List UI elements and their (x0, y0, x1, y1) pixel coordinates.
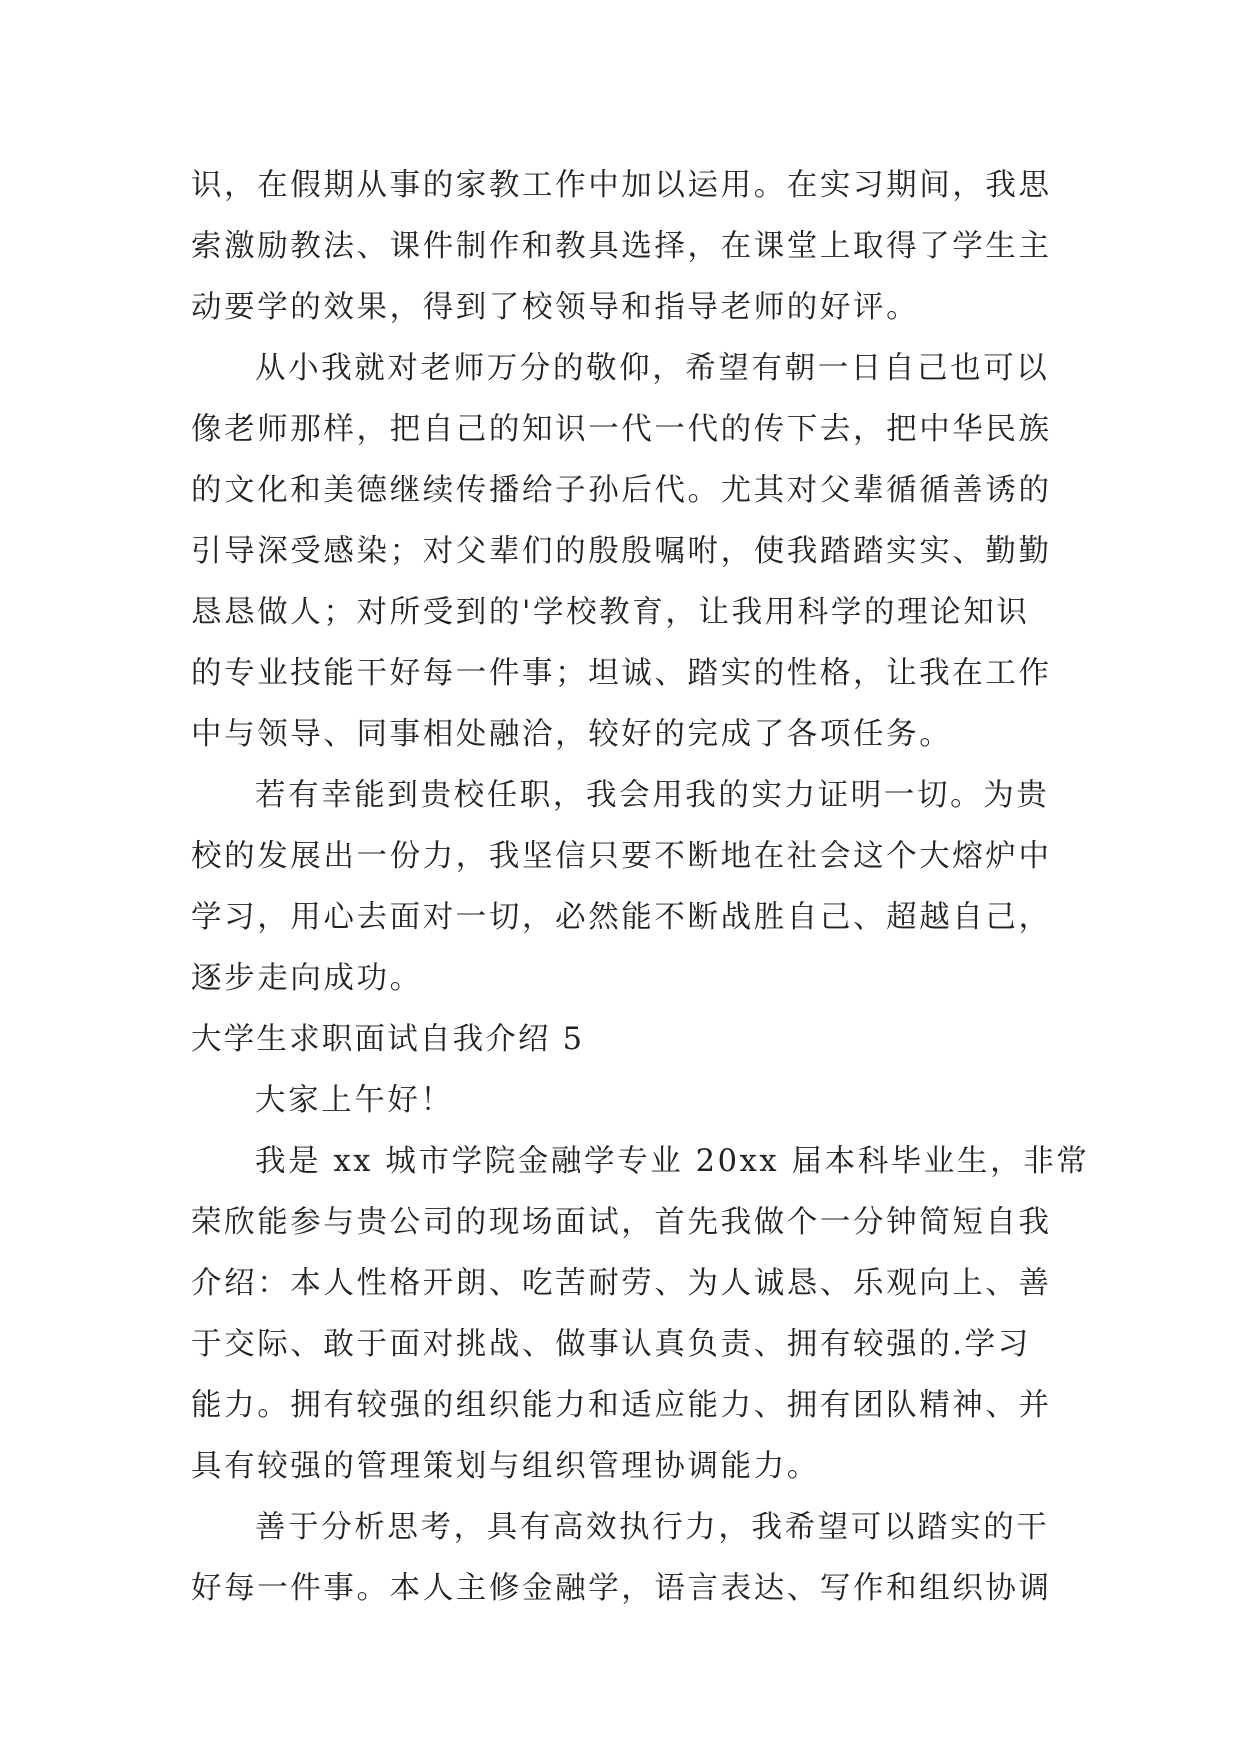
text-line: 引导深受感染；对父辈们的殷殷嘱咐，使我踏踏实实、勤勤 (191, 534, 1052, 569)
section-heading: 大学生求职面试自我介绍 5 (191, 1022, 585, 1057)
text-line: 动要学的效果，得到了校领导和指导老师的好评。 (191, 290, 920, 325)
greeting-line: 大家上午好！ (255, 1083, 454, 1118)
paragraph-first-line: 从小我就对老师万分的敬仰，希望有朝一日自己也可以 (255, 351, 1050, 386)
text-line: 具有较强的管理策划与组织管理协调能力。 (191, 1449, 820, 1484)
text-line: 索激励教法、课件制作和教具选择，在课堂上取得了学生主 (191, 229, 1052, 264)
text-line: 恳恳做人；对所受到的'学校教育，让我用科学的理论知识 (191, 595, 1030, 630)
text-line: 的专业技能干好每一件事；坦诚、踏实的性格，让我在工作 (191, 656, 1052, 691)
text-line: 于交际、敢于面对挑战、做事认真负责、拥有较强的.学习 (191, 1327, 1031, 1362)
text-line: 荣欣能参与贵公司的现场面试，首先我做个一分钟简短自我 (191, 1205, 1052, 1240)
document-body (191, 155, 1090, 1619)
paragraph-first-line: 善于分析思考，具有高效执行力，我希望可以踏实的干 (255, 1510, 1050, 1545)
text-line: 介绍：本人性格开朗、吃苦耐劳、为人诚恳、乐观向上、善 (191, 1266, 1052, 1301)
text-line: 中与领导、同事相处融洽，较好的完成了各项任务。 (191, 717, 953, 752)
text-line: 逐步走向成功。 (191, 961, 423, 996)
paragraph-first-line: 我是 xx 城市学院金融学专业 20xx 届本科毕业生，非常 (255, 1144, 1090, 1179)
text-line: 校的发展出一份力，我坚信只要不断地在社会这个大熔炉中 (191, 839, 1052, 874)
text-line: 像老师那样，把自己的知识一代一代的传下去，把中华民族 (191, 412, 1052, 447)
text-line: 识，在假期从事的家教工作中加以运用。在实习期间，我思 (191, 168, 1052, 203)
text-line: 的文化和美德继续传播给子孙后代。尤其对父辈循循善诱的 (191, 473, 1052, 508)
text-line: 好每一件事。本人主修金融学，语言表达、写作和组织协调 (191, 1571, 1052, 1606)
paragraph-first-line: 若有幸能到贵校任职，我会用我的实力证明一切。为贵 (255, 778, 1050, 813)
text-line: 学习，用心去面对一切，必然能不断战胜自己、超越自己， (191, 900, 1052, 935)
text-line: 能力。拥有较强的组织能力和适应能力、拥有团队精神、并 (191, 1388, 1052, 1423)
